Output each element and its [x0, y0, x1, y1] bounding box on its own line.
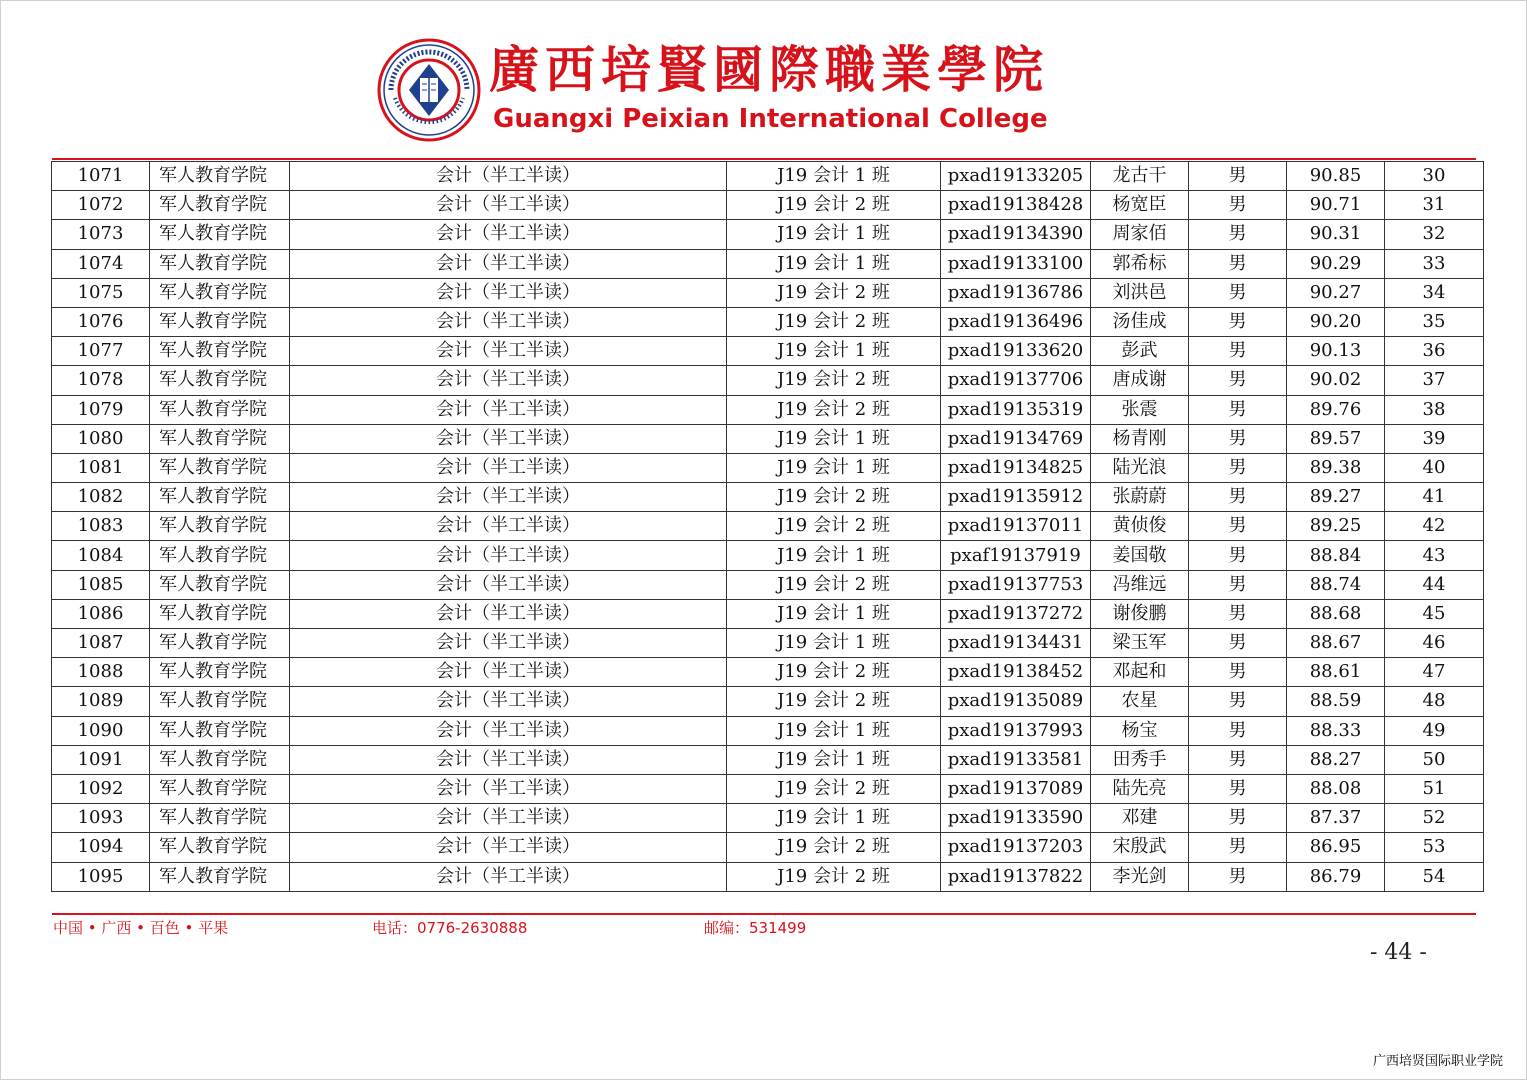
- table-row: [52, 862, 1484, 891]
- footer-phone: 电话：0776-2630888: [372, 919, 528, 937]
- score-cell: 90.20: [1287, 307, 1385, 336]
- row-number-cell: 1080: [52, 424, 150, 453]
- gender-cell: 男: [1189, 804, 1287, 833]
- gender-cell: 男: [1189, 453, 1287, 482]
- table-row: [52, 366, 1484, 395]
- score-cell: 86.79: [1287, 862, 1385, 891]
- college-cell: 军人教育学院: [150, 570, 290, 599]
- school-name-english: Guangxi Peixian International College: [493, 104, 1048, 134]
- table-row: [52, 220, 1484, 249]
- class-cell: J19 会计 1 班: [727, 453, 941, 482]
- student-name-cell: 宋殷武: [1091, 833, 1189, 862]
- rank-cell: 49: [1385, 716, 1484, 745]
- gender-cell: 男: [1189, 249, 1287, 278]
- student-name-cell: 郭希标: [1091, 249, 1189, 278]
- table-row: [52, 307, 1484, 336]
- college-cell: 军人教育学院: [150, 395, 290, 424]
- major-cell: 会计（半工半读）: [290, 599, 727, 628]
- gender-cell: 男: [1189, 658, 1287, 687]
- student-name-cell: 张震: [1091, 395, 1189, 424]
- class-cell: J19 会计 2 班: [727, 687, 941, 716]
- class-cell: J19 会计 2 班: [727, 483, 941, 512]
- row-number-cell: 1076: [52, 307, 150, 336]
- student-id-cell: pxad19133620: [941, 337, 1091, 366]
- student-name-cell: 杨宽臣: [1091, 191, 1189, 220]
- rank-cell: 48: [1385, 687, 1484, 716]
- student-score-table: [51, 161, 1484, 892]
- rank-cell: 32: [1385, 220, 1484, 249]
- class-cell: J19 会计 2 班: [727, 307, 941, 336]
- table-row: [52, 249, 1484, 278]
- score-cell: 89.38: [1287, 453, 1385, 482]
- student-id-cell: pxad19138452: [941, 658, 1091, 687]
- college-cell: 军人教育学院: [150, 629, 290, 658]
- student-id-cell: pxad19137706: [941, 366, 1091, 395]
- college-cell: 军人教育学院: [150, 424, 290, 453]
- major-cell: 会计（半工半读）: [290, 220, 727, 249]
- student-name-cell: 唐成谢: [1091, 366, 1189, 395]
- row-number-cell: 1087: [52, 629, 150, 658]
- gender-cell: 男: [1189, 745, 1287, 774]
- class-cell: J19 会计 1 班: [727, 716, 941, 745]
- college-cell: 军人教育学院: [150, 862, 290, 891]
- major-cell: 会计（半工半读）: [290, 862, 727, 891]
- school-name-chinese: 廣西培賢國際職業學院: [489, 40, 1049, 99]
- footer-location: 中国 • 广西 • 百色 • 平果: [53, 919, 229, 937]
- table-row: [52, 483, 1484, 512]
- college-cell: 军人教育学院: [150, 774, 290, 803]
- major-cell: 会计（半工半读）: [290, 483, 727, 512]
- rank-cell: 45: [1385, 599, 1484, 628]
- major-cell: 会计（半工半读）: [290, 512, 727, 541]
- major-cell: 会计（半工半读）: [290, 541, 727, 570]
- student-name-cell: 陆先亮: [1091, 774, 1189, 803]
- college-cell: 军人教育学院: [150, 541, 290, 570]
- gender-cell: 男: [1189, 191, 1287, 220]
- major-cell: 会计（半工半读）: [290, 687, 727, 716]
- page-number: - 44 -: [1370, 940, 1427, 965]
- score-cell: 88.27: [1287, 745, 1385, 774]
- student-id-cell: pxad19134431: [941, 629, 1091, 658]
- student-id-cell: pxad19138428: [941, 191, 1091, 220]
- score-cell: 88.74: [1287, 570, 1385, 599]
- row-number-cell: 1078: [52, 366, 150, 395]
- major-cell: 会计（半工半读）: [290, 804, 727, 833]
- table-body: [52, 162, 1484, 892]
- rank-cell: 53: [1385, 833, 1484, 862]
- rank-cell: 31: [1385, 191, 1484, 220]
- student-id-cell: pxad19137993: [941, 716, 1091, 745]
- student-name-cell: 田秀手: [1091, 745, 1189, 774]
- student-id-cell: pxad19134390: [941, 220, 1091, 249]
- row-number-cell: 1085: [52, 570, 150, 599]
- score-cell: 89.25: [1287, 512, 1385, 541]
- table-row: [52, 716, 1484, 745]
- college-seal-logo: [377, 38, 481, 142]
- class-cell: J19 会计 1 班: [727, 162, 941, 191]
- student-name-cell: 汤佳成: [1091, 307, 1189, 336]
- class-cell: J19 会计 2 班: [727, 833, 941, 862]
- student-name-cell: 刘洪邑: [1091, 278, 1189, 307]
- college-cell: 军人教育学院: [150, 191, 290, 220]
- rank-cell: 38: [1385, 395, 1484, 424]
- student-name-cell: 龙古干: [1091, 162, 1189, 191]
- gender-cell: 男: [1189, 483, 1287, 512]
- gender-cell: 男: [1189, 512, 1287, 541]
- major-cell: 会计（半工半读）: [290, 774, 727, 803]
- rank-cell: 33: [1385, 249, 1484, 278]
- score-cell: 88.84: [1287, 541, 1385, 570]
- score-cell: 90.13: [1287, 337, 1385, 366]
- rank-cell: 40: [1385, 453, 1484, 482]
- footer-postcode: 邮编：531499: [704, 919, 807, 937]
- table-row: [52, 745, 1484, 774]
- major-cell: 会计（半工半读）: [290, 424, 727, 453]
- score-cell: 88.08: [1287, 774, 1385, 803]
- major-cell: 会计（半工半读）: [290, 337, 727, 366]
- student-id-cell: pxad19133205: [941, 162, 1091, 191]
- row-number-cell: 1089: [52, 687, 150, 716]
- gender-cell: 男: [1189, 862, 1287, 891]
- table-row: [52, 541, 1484, 570]
- class-cell: J19 会计 1 班: [727, 804, 941, 833]
- row-number-cell: 1092: [52, 774, 150, 803]
- student-id-cell: pxaf19137919: [941, 541, 1091, 570]
- college-cell: 军人教育学院: [150, 453, 290, 482]
- row-number-cell: 1095: [52, 862, 150, 891]
- gender-cell: 男: [1189, 541, 1287, 570]
- rank-cell: 34: [1385, 278, 1484, 307]
- score-cell: 88.68: [1287, 599, 1385, 628]
- table-row: [52, 512, 1484, 541]
- table-row: [52, 833, 1484, 862]
- row-number-cell: 1079: [52, 395, 150, 424]
- gender-cell: 男: [1189, 570, 1287, 599]
- rank-cell: 46: [1385, 629, 1484, 658]
- row-number-cell: 1091: [52, 745, 150, 774]
- student-id-cell: pxad19133590: [941, 804, 1091, 833]
- student-name-cell: 农星: [1091, 687, 1189, 716]
- student-id-cell: pxad19134825: [941, 453, 1091, 482]
- gender-cell: 男: [1189, 774, 1287, 803]
- row-number-cell: 1090: [52, 716, 150, 745]
- college-cell: 军人教育学院: [150, 278, 290, 307]
- row-number-cell: 1073: [52, 220, 150, 249]
- student-id-cell: pxad19137272: [941, 599, 1091, 628]
- score-cell: 90.71: [1287, 191, 1385, 220]
- score-cell: 90.29: [1287, 249, 1385, 278]
- class-cell: J19 会计 2 班: [727, 774, 941, 803]
- score-cell: 90.85: [1287, 162, 1385, 191]
- college-cell: 军人教育学院: [150, 599, 290, 628]
- student-id-cell: pxad19135319: [941, 395, 1091, 424]
- college-cell: 军人教育学院: [150, 804, 290, 833]
- major-cell: 会计（半工半读）: [290, 366, 727, 395]
- row-number-cell: 1083: [52, 512, 150, 541]
- rank-cell: 35: [1385, 307, 1484, 336]
- row-number-cell: 1082: [52, 483, 150, 512]
- student-name-cell: 邓建: [1091, 804, 1189, 833]
- gender-cell: 男: [1189, 599, 1287, 628]
- gender-cell: 男: [1189, 337, 1287, 366]
- major-cell: 会计（半工半读）: [290, 162, 727, 191]
- gender-cell: 男: [1189, 629, 1287, 658]
- student-name-cell: 张蔚蔚: [1091, 483, 1189, 512]
- major-cell: 会计（半工半读）: [290, 278, 727, 307]
- rank-cell: 54: [1385, 862, 1484, 891]
- table-row: [52, 278, 1484, 307]
- student-name-cell: 杨宝: [1091, 716, 1189, 745]
- score-cell: 89.57: [1287, 424, 1385, 453]
- student-name-cell: 杨青刚: [1091, 424, 1189, 453]
- class-cell: J19 会计 1 班: [727, 541, 941, 570]
- gender-cell: 男: [1189, 307, 1287, 336]
- table-row: [52, 337, 1484, 366]
- student-name-cell: 冯维远: [1091, 570, 1189, 599]
- rank-cell: 52: [1385, 804, 1484, 833]
- student-id-cell: pxad19137753: [941, 570, 1091, 599]
- rank-cell: 50: [1385, 745, 1484, 774]
- table-row: [52, 658, 1484, 687]
- score-cell: 90.31: [1287, 220, 1385, 249]
- score-cell: 88.59: [1287, 687, 1385, 716]
- score-cell: 86.95: [1287, 833, 1385, 862]
- student-id-cell: pxad19133581: [941, 745, 1091, 774]
- gender-cell: 男: [1189, 424, 1287, 453]
- rank-cell: 36: [1385, 337, 1484, 366]
- rank-cell: 43: [1385, 541, 1484, 570]
- table-row: [52, 629, 1484, 658]
- college-cell: 军人教育学院: [150, 687, 290, 716]
- student-id-cell: pxad19136786: [941, 278, 1091, 307]
- student-id-cell: pxad19136496: [941, 307, 1091, 336]
- college-cell: 军人教育学院: [150, 366, 290, 395]
- row-number-cell: 1081: [52, 453, 150, 482]
- student-name-cell: 邓起和: [1091, 658, 1189, 687]
- score-cell: 90.02: [1287, 366, 1385, 395]
- class-cell: J19 会计 2 班: [727, 862, 941, 891]
- rank-cell: 39: [1385, 424, 1484, 453]
- college-cell: 军人教育学院: [150, 220, 290, 249]
- class-cell: J19 会计 1 班: [727, 424, 941, 453]
- college-cell: 军人教育学院: [150, 162, 290, 191]
- class-cell: J19 会计 2 班: [727, 395, 941, 424]
- class-cell: J19 会计 2 班: [727, 191, 941, 220]
- college-cell: 军人教育学院: [150, 307, 290, 336]
- class-cell: J19 会计 2 班: [727, 512, 941, 541]
- student-name-cell: 姜国敬: [1091, 541, 1189, 570]
- rank-cell: 41: [1385, 483, 1484, 512]
- table-row: [52, 687, 1484, 716]
- class-cell: J19 会计 2 班: [727, 658, 941, 687]
- student-name-cell: 陆光浪: [1091, 453, 1189, 482]
- table-row: [52, 599, 1484, 628]
- major-cell: 会计（半工半读）: [290, 249, 727, 278]
- row-number-cell: 1071: [52, 162, 150, 191]
- student-id-cell: pxad19134769: [941, 424, 1091, 453]
- major-cell: 会计（半工半读）: [290, 745, 727, 774]
- class-cell: J19 会计 2 班: [727, 278, 941, 307]
- table-row: [52, 424, 1484, 453]
- student-id-cell: pxad19135912: [941, 483, 1091, 512]
- gender-cell: 男: [1189, 220, 1287, 249]
- class-cell: J19 会计 1 班: [727, 220, 941, 249]
- gender-cell: 男: [1189, 162, 1287, 191]
- major-cell: 会计（半工半读）: [290, 629, 727, 658]
- class-cell: J19 会计 1 班: [727, 337, 941, 366]
- major-cell: 会计（半工半读）: [290, 307, 727, 336]
- student-id-cell: pxad19133100: [941, 249, 1091, 278]
- header-divider: [52, 158, 1476, 160]
- major-cell: 会计（半工半读）: [290, 453, 727, 482]
- college-cell: 军人教育学院: [150, 512, 290, 541]
- rank-cell: 42: [1385, 512, 1484, 541]
- row-number-cell: 1086: [52, 599, 150, 628]
- college-cell: 军人教育学院: [150, 337, 290, 366]
- class-cell: J19 会计 2 班: [727, 366, 941, 395]
- row-number-cell: 1088: [52, 658, 150, 687]
- rank-cell: 51: [1385, 774, 1484, 803]
- rank-cell: 44: [1385, 570, 1484, 599]
- row-number-cell: 1075: [52, 278, 150, 307]
- gender-cell: 男: [1189, 833, 1287, 862]
- student-name-cell: 梁玉军: [1091, 629, 1189, 658]
- row-number-cell: 1072: [52, 191, 150, 220]
- rank-cell: 37: [1385, 366, 1484, 395]
- rank-cell: 47: [1385, 658, 1484, 687]
- score-cell: 88.33: [1287, 716, 1385, 745]
- gender-cell: 男: [1189, 395, 1287, 424]
- gender-cell: 男: [1189, 687, 1287, 716]
- row-number-cell: 1093: [52, 804, 150, 833]
- table-row: [52, 774, 1484, 803]
- table-row: [52, 804, 1484, 833]
- rank-cell: 30: [1385, 162, 1484, 191]
- student-id-cell: pxad19137203: [941, 833, 1091, 862]
- table-row: [52, 191, 1484, 220]
- college-cell: 军人教育学院: [150, 716, 290, 745]
- college-cell: 军人教育学院: [150, 745, 290, 774]
- row-number-cell: 1084: [52, 541, 150, 570]
- letterhead: [377, 38, 1049, 148]
- score-cell: 88.67: [1287, 629, 1385, 658]
- student-name-cell: 周家佰: [1091, 220, 1189, 249]
- row-number-cell: 1074: [52, 249, 150, 278]
- major-cell: 会计（半工半读）: [290, 833, 727, 862]
- row-number-cell: 1077: [52, 337, 150, 366]
- score-cell: 88.61: [1287, 658, 1385, 687]
- college-cell: 军人教育学院: [150, 658, 290, 687]
- score-cell: 87.37: [1287, 804, 1385, 833]
- major-cell: 会计（半工半读）: [290, 716, 727, 745]
- student-name-cell: 李光剑: [1091, 862, 1189, 891]
- score-cell: 90.27: [1287, 278, 1385, 307]
- student-id-cell: pxad19137822: [941, 862, 1091, 891]
- student-name-cell: 黄侦俊: [1091, 512, 1189, 541]
- student-id-cell: pxad19135089: [941, 687, 1091, 716]
- student-name-cell: 彭武: [1091, 337, 1189, 366]
- table-row: [52, 162, 1484, 191]
- gender-cell: 男: [1189, 278, 1287, 307]
- major-cell: 会计（半工半读）: [290, 191, 727, 220]
- major-cell: 会计（半工半读）: [290, 570, 727, 599]
- class-cell: J19 会计 1 班: [727, 599, 941, 628]
- class-cell: J19 会计 1 班: [727, 745, 941, 774]
- class-cell: J19 会计 1 班: [727, 629, 941, 658]
- major-cell: 会计（半工半读）: [290, 658, 727, 687]
- class-cell: J19 会计 1 班: [727, 249, 941, 278]
- class-cell: J19 会计 2 班: [727, 570, 941, 599]
- source-watermark: 广西培贤国际职业学院: [1372, 1054, 1503, 1069]
- row-number-cell: 1094: [52, 833, 150, 862]
- table-row: [52, 395, 1484, 424]
- gender-cell: 男: [1189, 716, 1287, 745]
- table-row: [52, 570, 1484, 599]
- score-cell: 89.27: [1287, 483, 1385, 512]
- college-cell: 军人教育学院: [150, 833, 290, 862]
- major-cell: 会计（半工半读）: [290, 395, 727, 424]
- gender-cell: 男: [1189, 366, 1287, 395]
- footer-divider: [52, 913, 1476, 915]
- student-id-cell: pxad19137011: [941, 512, 1091, 541]
- student-name-cell: 谢俊鹏: [1091, 599, 1189, 628]
- college-cell: 军人教育学院: [150, 249, 290, 278]
- table-row: [52, 453, 1484, 482]
- score-cell: 89.76: [1287, 395, 1385, 424]
- college-cell: 军人教育学院: [150, 483, 290, 512]
- student-id-cell: pxad19137089: [941, 774, 1091, 803]
